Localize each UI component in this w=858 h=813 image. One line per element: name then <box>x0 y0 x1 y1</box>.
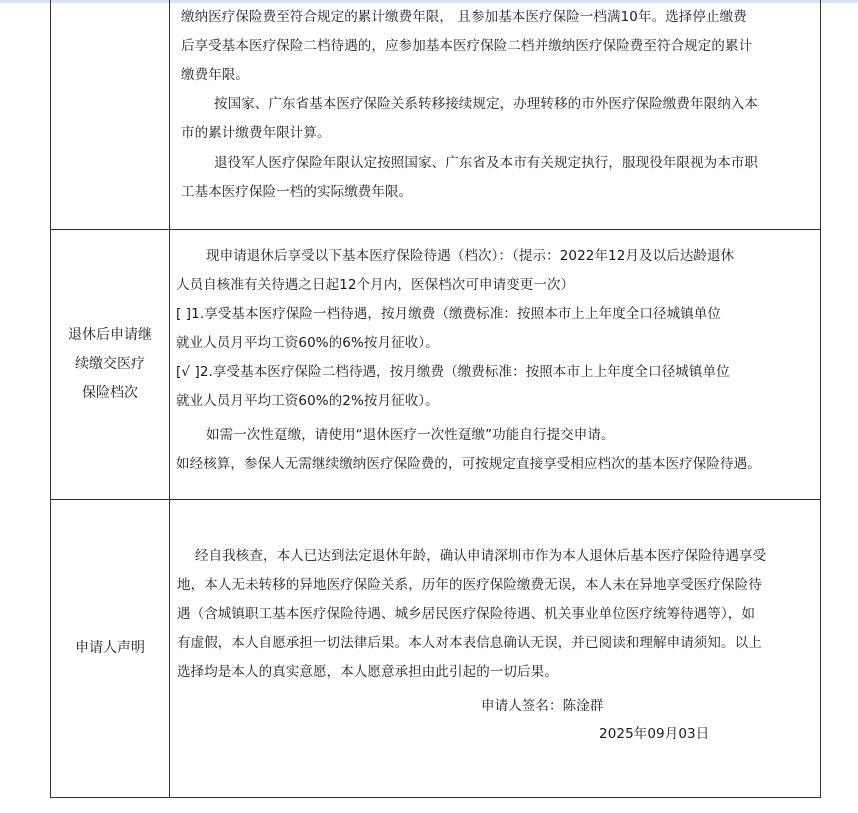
level-option-1-checkbox[interactable]: [ ] <box>176 306 192 322</box>
insurance-level-label-line: 续缴交医疗 <box>75 356 145 372</box>
policy-line: 退役军人医疗保险年限认定按照国家、广东省及本市有关规定执行，服现役年限视为本市职 <box>214 155 758 171</box>
level-intro-line: 现申请退休后享受以下基本医疗保险待遇（档次）：（提示：2022年12月及以后达龄退休 <box>206 248 735 264</box>
level-option-1[interactable] <box>176 300 721 329</box>
signature-date: 2025年09月03日 <box>599 726 710 742</box>
insurance-level-content <box>170 230 820 499</box>
policy-line: 市的累计缴费年限计算。 <box>181 125 331 141</box>
declaration-label: 申请人声明 <box>51 500 170 797</box>
level-option-1-text: 1.享受基本医疗保险一档待遇，按月缴费（缴费标准：按照本市上上年度全口径城镇单位 <box>191 306 722 322</box>
declaration-line: 经自我核查，本人已达到法定退休年龄，确认申请深圳市作为本人退休后基本医疗保险待遇享受 <box>195 548 767 564</box>
lump-sum-note: 如需一次性趸缴，请使用“退休医疗一次性趸缴”功能自行提交申请。 <box>206 427 615 443</box>
application-form-table <box>50 0 821 798</box>
policy-line: 按国家、广东省基本医疗保险关系转移接续规定，办理转移的市外医疗保险缴费年限纳入本 <box>214 96 758 112</box>
declaration-content <box>170 500 820 797</box>
signature-label: 申请人签名： <box>481 698 563 714</box>
signature-name: 陈淦群 <box>562 698 604 714</box>
level-option-2-text: 2.享受基本医疗保险二档待遇，按月缴费（缴费标准：按照本市上上年度全口径城镇单位 <box>199 364 730 380</box>
declaration-line: 有虚假，本人自愿承担一切法律后果。本人对本表信息确认无误，并已阅读和理解申请须知。以上 <box>177 635 762 651</box>
applicant-signature <box>481 692 603 721</box>
insurance-level-row <box>51 229 820 499</box>
policy-label-cell <box>51 0 170 229</box>
declaration-line: 选择均是本人的真实意愿，本人愿意承担由此引起的一切后果。 <box>177 664 558 680</box>
declaration-line: 地，本人无未转移的异地医疗保险关系，历年的医疗保险缴费无误，本人未在异地享受医疗保险待 <box>177 577 762 593</box>
policy-line: 后享受基本医疗保险二档待遇的，应参加基本医疗保险二档并缴纳医疗保险费至符合规定的累计 <box>181 38 753 54</box>
level-option-1-detail: 就业人员月平均工资60%的6%按月征收）。 <box>176 335 439 351</box>
level-option-2-checkbox[interactable]: [√ ] <box>176 364 200 380</box>
policy-line: 缴纳医疗保险费至符合规定的累计缴费年限， 且参加基本医疗保险一档满10年。选择停止缴费 <box>181 9 747 25</box>
level-intro-line: 人员自核准有关待遇之日起12个月内，医保档次可申请变更一次） <box>176 277 575 293</box>
insurance-level-label-line: 保险档次 <box>82 385 138 401</box>
policy-line: 缴费年限。 <box>181 67 249 83</box>
policy-line: 工基本医疗保险一档的实际缴费年限。 <box>181 184 413 200</box>
level-option-2[interactable] <box>176 358 730 387</box>
declaration-line: 遇（含城镇职工基本医疗保险待遇、城乡居民医疗保险待遇、机关事业单位医疗统筹待遇等），如 <box>177 606 756 622</box>
exemption-note: 如经核算，参保人无需继续缴纳医疗保险费的，可按规定直接享受相应档次的基本医疗保险待遇。 <box>176 456 761 472</box>
insurance-level-label-line: 退休后申请继 <box>68 327 152 343</box>
policy-row <box>51 0 820 229</box>
level-option-2-detail: 就业人员月平均工资60%的2%按月征收）。 <box>176 393 439 409</box>
declaration-row <box>51 499 820 797</box>
insurance-level-label <box>51 230 170 499</box>
policy-content-cell <box>170 0 820 229</box>
